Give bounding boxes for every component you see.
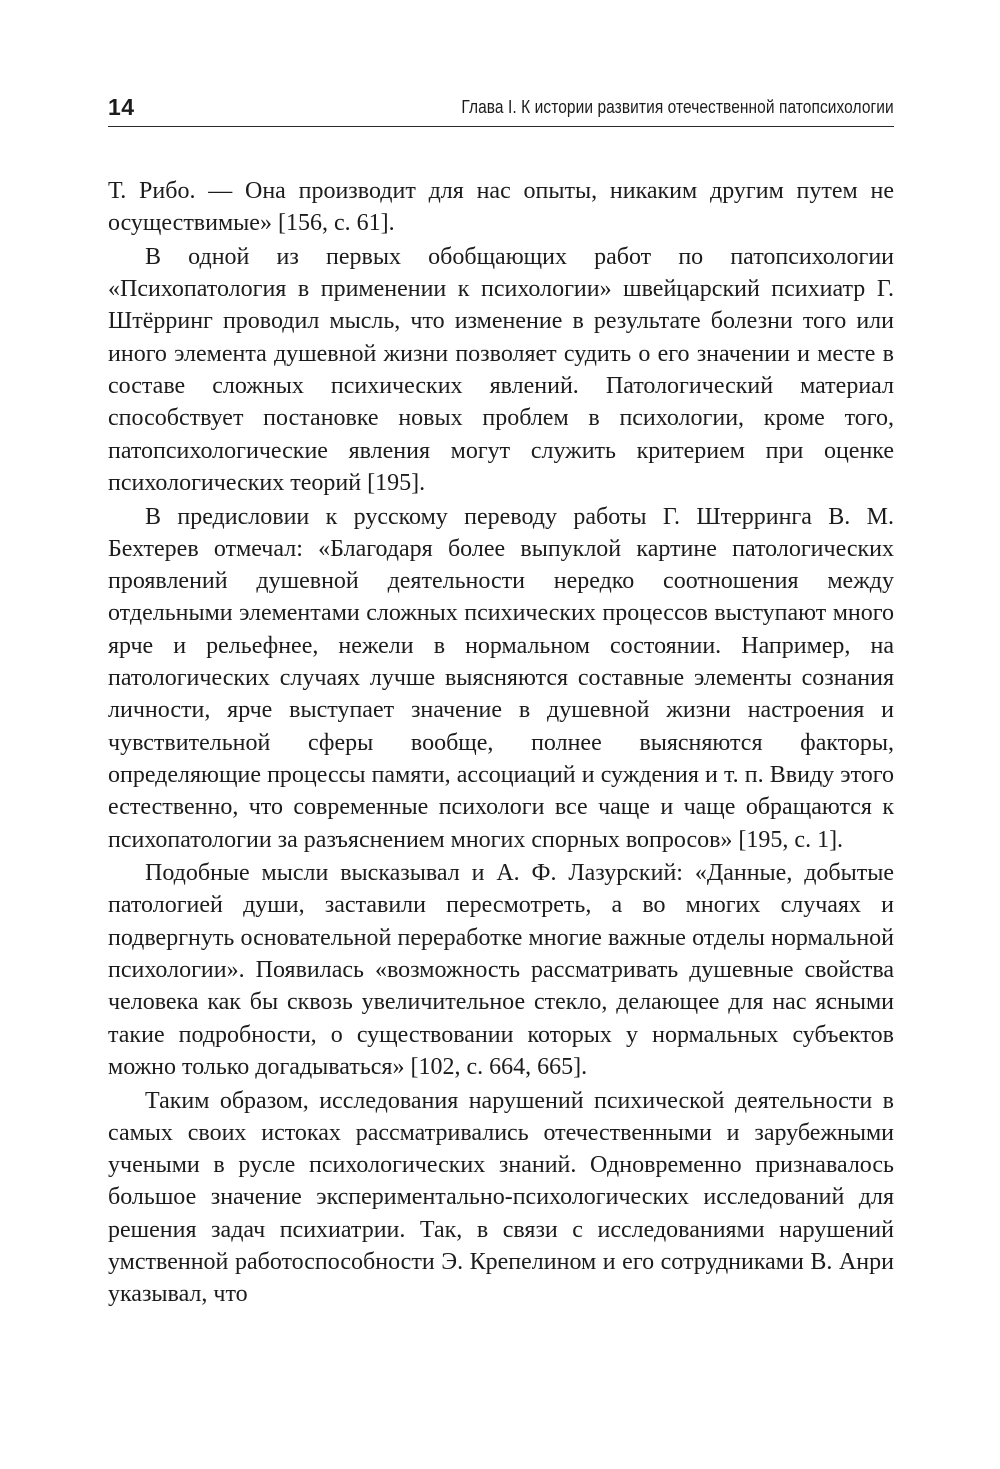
paragraph: В одной из первых обобщающих работ по патопсихологии «Психопатология в применении к психологии» швейцарский психиатр Г. Штёрринг проводил мысль, что изменение в результате болезни того или иного элемента душевной жизни позволяет судить о его значении и месте в составе сложных психических явлений. Патологический материал способствует постановке новых проблем в психологии, кроме того, патопсихологические явления могут служить критерием при оценке психологических теорий [195]. (108, 243, 894, 496)
page-number: 14 (108, 94, 135, 120)
paragraph: Подобные мысли высказывал и А. Ф. Лазурский: «Данные, добытые патологией души, заставили пересмотреть, а во многих случаях и подвергнуть основательной переработке многие важные отделы нормальной психологии». Появилась «возможность рассматривать душевные свойства человека как бы сквозь увеличительное стекло, делающее для нас ясными такие подробности, о существовании которых у нормальных субъектов можно только догадываться» [102, с. 664, 665]. (108, 860, 894, 1080)
running-title: Глава I. К истории развития отечественной патопсихологии (461, 97, 894, 117)
paragraph: В предисловии к русскому переводу работы Г. Штерринга В. М. Бехтерев отмечал: «Благодаря более выпуклой картине патологических проявлений душевной деятельности нередко соотношения между отдельными элементами сложных психических процессов выступают много ярче и рельефнее, нежели в нормальном состоянии. Например, на патологических случаях лучше выясняются составные элементы сознания личности, ярче выступает значение в душевной жизни настроения и чувствительной сферы вообще, полнее выясняются факторы, определяющие процессы памяти, ассоциаций и суждения и т. п. Ввиду этого естественно, что современные психологи все чаще и чаще обращаются к психопатологии за разъяснением многих спорных вопросов» [195, с. 1]. (108, 503, 894, 853)
paragraph: Т. Рибо. — Она производит для нас опыты, никаким другим путем не осуществимые» [156, с. 61]. (108, 178, 894, 237)
body-text (108, 175, 894, 1312)
paragraph: Таким образом, исследования нарушений психической деятельности в самых своих истоках рассматривались отечественными и зарубежными учеными в русле психологических знаний. Одновременно признавалось большое значение экспериментально-психологических исследований для решения задач психиатрии. Так, в связи с исследованиями нарушений умственной работоспособности Э. Крепелином и его сотрудниками В. Анри указывал, что (108, 1087, 894, 1308)
page-header (108, 92, 894, 127)
